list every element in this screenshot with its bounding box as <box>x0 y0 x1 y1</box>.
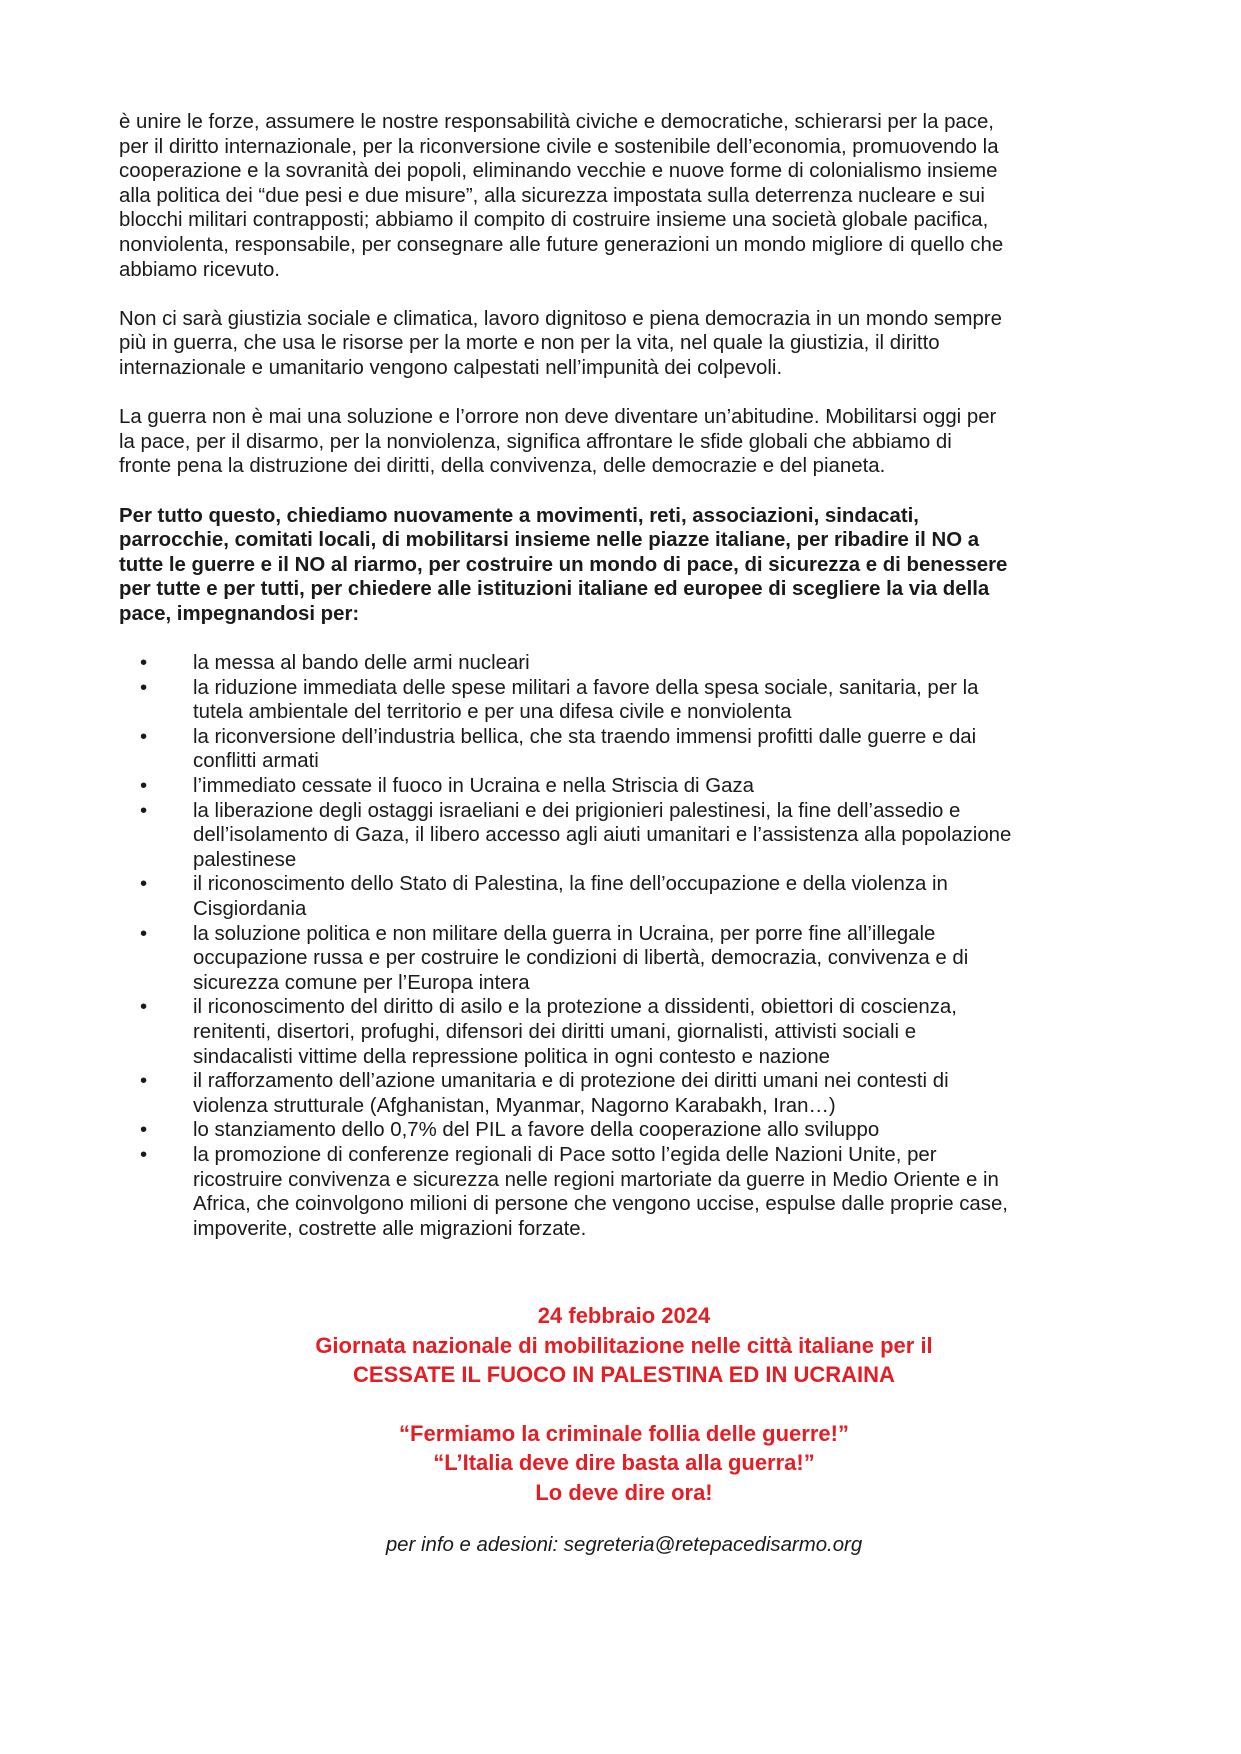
bullet-icon: • <box>140 873 148 896</box>
bullet-icon: • <box>140 1143 148 1166</box>
list-item-text: la soluzione politica e non militare della guerra in Ucraina, per porre fine all’illegale occupazione russa e per costruire le condizioni di libertà, democrazia, convivenza e di sicurezza comune per l’Europa intera <box>193 922 969 994</box>
list-item-text: la promozione di conferenze regionali di Pace sotto l’egida delle Nazioni Unite, per ricostruire convivenza e sicurezza nelle regioni martoriate da guerre in Medio Oriente e in Africa, che coinvolgono milioni di persone che vengono uccise, espulse dalle proprie case, impoverite, costrette alle migrazioni forzate. <box>193 1143 1008 1240</box>
event-announcement <box>119 1301 1129 1507</box>
list-item <box>119 872 1129 921</box>
bullet-icon: • <box>140 1070 148 1093</box>
list-item <box>119 799 1129 873</box>
list-item-text: il riconoscimento dello Stato di Palestina, la fine dell’occupazione e della violenza in Cisgiordania <box>193 873 948 920</box>
list-item-text: lo stanziamento dello 0,7% del PIL a favore della cooperazione allo sviluppo <box>193 1119 880 1142</box>
list-item-text: il rafforzamento dell’azione umanitaria e di protezione dei diritti umani nei contesti di violenza strutturale (Afghanistan, Myanmar, Nagorno Karabakh, Iran…) <box>193 1070 949 1117</box>
bullet-icon: • <box>140 922 148 945</box>
list-item-text: il riconoscimento del diritto di asilo e la protezione a dissidenti, obiettori di coscienza, renitenti, disertori, profughi, difensori dei diritti umani, giornalisti, attivisti sociali e sindacalisti vittime della repressione politica in ogni contesto e nazione <box>193 996 957 1068</box>
bullet-icon: • <box>140 775 148 798</box>
list-item-text: la riconversione dell’industria bellica, che sta traendo immensi profitti dalle guerre e dai conflitti armati <box>193 725 977 773</box>
list-item <box>119 651 1129 676</box>
slogan-3: Lo deve dire ora! <box>535 1479 713 1505</box>
paragraph-war: La guerra non è mai una soluzione e l’orrore non deve diventare un’abitudine. Mobilitarsi oggi per la pace, per il disarmo, per la nonviolenza, significa affrontare le sfide globali che abbiamo di fronte pena la distruzione dei diritti, della convivenza, delle democrazie e del pianeta. <box>119 406 997 478</box>
bullet-icon: • <box>140 725 148 748</box>
bullet-icon: • <box>140 652 148 675</box>
list-item-text: la liberazione degli ostaggi israeliani e dei prigionieri palestinesi, la fine dell’assedio e dell’isolamento di Gaza, il libero accesso agli aiuti umanitari e l’assistenza alla popolazione palestinese <box>193 799 1012 871</box>
contact-info: per info e adesioni: segreteria@retepacedisarmo.org <box>385 1534 863 1557</box>
list-item-text: la riduzione immediata delle spese militari a favore della spesa sociale, sanitaria, per la tutela ambientale del territorio e per una difesa civile e nonviolenta <box>193 676 979 724</box>
bullet-icon: • <box>140 799 148 822</box>
list-item-text: la messa al bando delle armi nucleari <box>193 652 530 675</box>
slogan-1: “Fermiamo la criminale follia delle guerre!” <box>399 1420 849 1446</box>
bullet-icon: • <box>140 1119 148 1142</box>
demands-list <box>119 651 1129 1241</box>
list-item-text: l’immediato cessate il fuoco in Ucraina e nella Striscia di Gaza <box>193 775 754 798</box>
event-line-2: CESSATE IL FUOCO IN PALESTINA ED IN UCRAINA <box>353 1362 895 1388</box>
list-item <box>119 725 1129 774</box>
list-item <box>119 1069 1129 1118</box>
slogan-2: “L’Italia deve dire basta alla guerra!” <box>433 1450 815 1476</box>
paragraph-justice: Non ci sarà giustizia sociale e climatica, lavoro dignitoso e piena democrazia in un mondo sempre più in guerra, che usa le risorse per la morte e non per la vita, nel quale la giustizia, il diritto internazionale e umanitario vengono calpestati nell’impunità dei colpevoli. <box>119 307 1002 379</box>
list-item <box>119 922 1129 996</box>
bullet-icon: • <box>140 676 148 699</box>
list-item <box>119 1118 1129 1143</box>
paragraph-call-to-action: Per tutto questo, chiediamo nuovamente a movimenti, reti, associazioni, sindacati, parrocchie, comitati locali, di mobilitarsi insieme nelle piazze italiane, per ribadire il NO a tutte le guerre e il NO al riarmo, per costruire un mondo di pace, di sicurezza e di benessere per tutte e per tutti, per chiedere alle istituzioni italiane ed europee di scegliere la via della pace, impegnandosi per: <box>119 504 1008 625</box>
list-item <box>119 995 1129 1069</box>
bullet-icon: • <box>140 996 148 1019</box>
event-date: 24 febbraio 2024 <box>537 1303 711 1329</box>
paragraph-intro: è unire le forze, assumere le nostre responsabilità civiche e democratiche, schierarsi per la pace, per il diritto internazionale, per la riconversione civile e sostenibile dell’economia, promuovendo la cooperazione e la sovranità dei popoli, eliminando vecchie e nuove forme di colonialismo insieme alla politica dei “due pesi e due misure”, alla sicurezza impostata sulla deterrenza nucleare e sui blocchi militari contrapposti; abbiamo il compito di costruire insieme una società globale pacifica, nonviolenta, responsabile, per consegnare alle future generazioni un mondo migliore di quello che abbiamo ricevuto. <box>119 111 1004 281</box>
list-item <box>119 774 1129 799</box>
list-item <box>119 1143 1129 1241</box>
list-item <box>119 676 1129 725</box>
document-page <box>119 110 1129 1558</box>
event-line-1: Giornata nazionale di mobilitazione nelle città italiane per il <box>315 1332 933 1358</box>
